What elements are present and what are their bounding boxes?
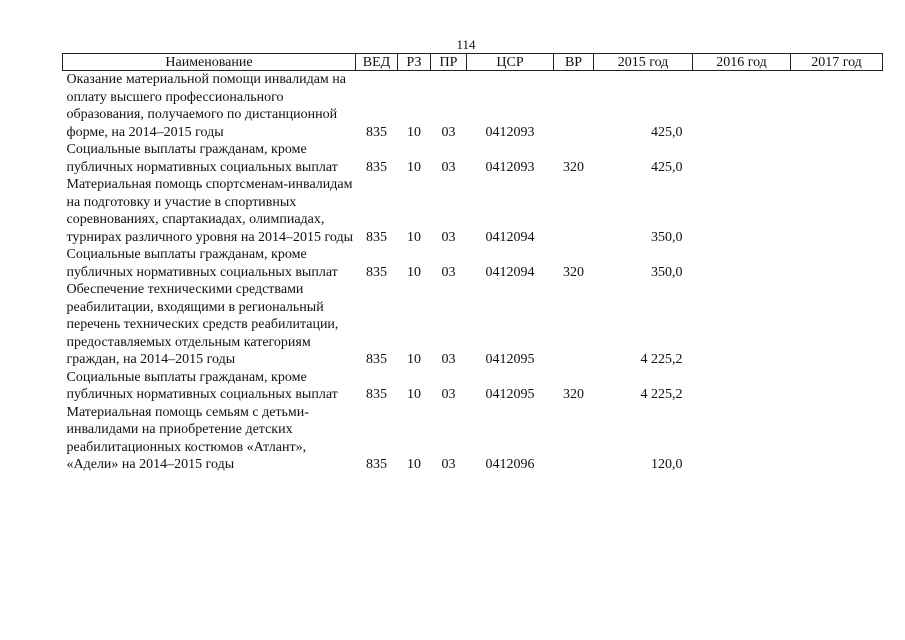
cell-2016: [693, 404, 791, 474]
cell-2017: [791, 246, 883, 281]
header-pr: ПР: [431, 54, 467, 71]
cell-csr: 0412093: [485, 159, 535, 175]
table-row: [63, 71, 883, 142]
cell-2015: 350,0: [651, 229, 683, 245]
cell-2015: 425,0: [651, 124, 683, 140]
cell-pr: 03: [441, 457, 456, 472]
cell-pr: 03: [441, 124, 456, 140]
header-2015: 2015 год: [594, 54, 693, 71]
cell-csr: 0412094: [485, 264, 535, 280]
table-row: [63, 369, 883, 404]
table-body: [63, 71, 883, 474]
cell-name: Оказание материальной помощи инвалидам на оплату высшего профессионального образования, получаемого по дистанционной форме, на 2014–2015 годы: [66, 72, 346, 140]
cell-rz: 10: [407, 124, 421, 140]
cell-rz: 10: [407, 352, 421, 367]
cell-csr: 0412096: [485, 457, 535, 472]
cell-ved: 835: [366, 264, 387, 280]
cell-vr: 320: [563, 387, 584, 402]
cell-2015: 4 225,2: [640, 387, 683, 402]
cell-2016: [693, 369, 791, 404]
table-row: [63, 176, 883, 246]
cell-rz: 10: [407, 229, 421, 245]
table-row: [63, 404, 883, 474]
cell-pr: 03: [441, 387, 456, 402]
cell-2015: 350,0: [651, 264, 683, 280]
cell-pr: 03: [441, 264, 456, 280]
header-2017: 2017 год: [791, 54, 883, 71]
cell-name: Обеспечение техническими средствами реабилитации, входящими в региональный перечень технических средств реабилитации, предоставляемых отдельным категориям граждан, на 2014–2015 годы: [66, 282, 339, 367]
cell-ved: 835: [366, 387, 387, 402]
cell-csr: 0412095: [485, 387, 535, 402]
cell-rz: 10: [407, 159, 421, 175]
cell-2016: [693, 71, 791, 142]
cell-vr: [554, 71, 594, 142]
header-vr: ВР: [554, 54, 594, 71]
header-name: Наименование: [63, 54, 356, 71]
cell-name: Социальные выплаты гражданам, кроме публичных нормативных социальных выплат: [66, 247, 338, 280]
cell-rz: 10: [407, 264, 421, 280]
cell-name: Социальные выплаты гражданам, кроме публичных нормативных социальных выплат: [66, 369, 338, 402]
cell-name: Материальная помощь семьям с детьми-инвалидами на приобретение детских реабилитационных костюмов «Атлант», «Адели» на 2014–2015 годы: [66, 404, 309, 472]
cell-rz: 10: [407, 387, 421, 402]
cell-vr: 320: [563, 159, 584, 175]
cell-2015: 120,0: [651, 457, 683, 472]
cell-pr: 03: [441, 352, 456, 367]
table-row: [63, 141, 883, 176]
header-rz: РЗ: [398, 54, 431, 71]
cell-2017: [791, 141, 883, 176]
cell-vr: [554, 281, 594, 369]
cell-2017: [791, 176, 883, 246]
page-number: 114: [456, 37, 476, 52]
cell-ved: 835: [366, 457, 387, 472]
cell-2015: 425,0: [651, 159, 683, 175]
cell-ved: 835: [366, 124, 387, 140]
cell-ved: 835: [366, 229, 387, 245]
cell-2017: [791, 404, 883, 474]
cell-vr: [554, 404, 594, 474]
cell-csr: 0412094: [485, 229, 535, 245]
cell-ved: 835: [366, 352, 387, 367]
cell-2016: [693, 246, 791, 281]
cell-pr: 03: [441, 159, 456, 175]
table-header-row: [63, 54, 883, 71]
cell-2016: [693, 281, 791, 369]
table-row: [63, 246, 883, 281]
cell-ved: 835: [366, 159, 387, 175]
cell-csr: 0412095: [485, 352, 535, 367]
cell-pr: 03: [441, 229, 456, 245]
cell-2016: [693, 141, 791, 176]
cell-2017: [791, 369, 883, 404]
cell-2017: [791, 71, 883, 142]
cell-2017: [791, 281, 883, 369]
cell-rz: 10: [407, 457, 421, 472]
cell-vr: [554, 176, 594, 246]
header-2016: 2016 год: [693, 54, 791, 71]
cell-vr: 320: [563, 264, 584, 280]
budget-table: [62, 53, 883, 474]
header-ved: ВЕД: [356, 54, 398, 71]
header-csr: ЦСР: [467, 54, 554, 71]
cell-2016: [693, 176, 791, 246]
cell-csr: 0412093: [485, 124, 535, 140]
cell-name: Материальная помощь спортсменам-инвалидам на подготовку и участие в спортивных соревнованиях, спартакиадах, олимпиадах, турнирах различного уровня на 2014–2015 годы: [66, 177, 354, 245]
cell-name: Социальные выплаты гражданам, кроме публичных нормативных социальных выплат: [66, 142, 338, 175]
table-row: [63, 281, 883, 369]
cell-2015: 4 225,2: [640, 352, 683, 367]
